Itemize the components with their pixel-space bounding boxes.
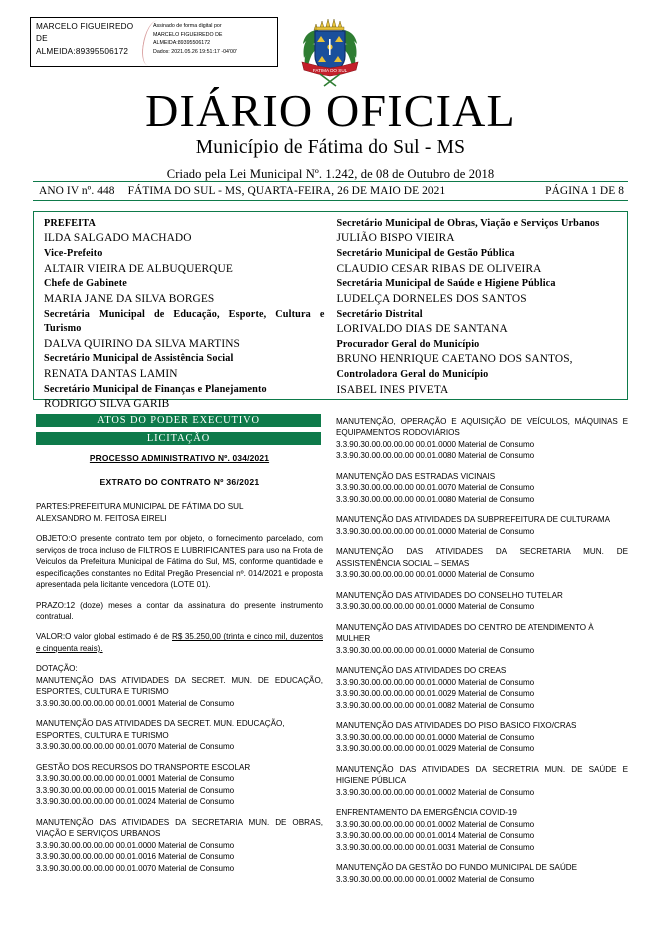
officials-panel: [33, 211, 628, 411]
budget-code-category: Material de Consumo: [155, 852, 235, 862]
budget-code-category: Material de Consumo: [155, 742, 235, 752]
official-role: Controladora Geral do Município: [336, 369, 489, 381]
official-name: LORIVALDO DIAS DE SANTANA: [336, 323, 508, 336]
budget-code: 3.3.90.30.00.00.00.00 00.01.0000: [336, 439, 456, 449]
budget-code-line: [336, 819, 628, 830]
budget-code-category: Material de Consumo: [155, 774, 235, 784]
budget-code: 3.3.90.30.00.00.00.00 00.01.0014: [336, 831, 456, 841]
budget-code-category: Material de Consumo: [155, 785, 235, 795]
budget-code-category: Material de Consumo: [455, 677, 535, 687]
budget-code: 3.3.90.30.00.00.00.00 00.01.0000: [336, 732, 456, 742]
budget-block-title: MANUTENÇÃO DAS ATIVIDADES DA SECRET. MUN. DE EDUCAÇÃO, ESPORTES, CULTURA E TURISMO: [36, 675, 323, 697]
budget-code-line: [336, 645, 628, 656]
budget-block: [336, 807, 628, 853]
section-banner-bidding: LICITAÇÃO: [36, 432, 321, 445]
parties-company: ALEXSANDRO M. FEITOSA EIRELI: [36, 513, 167, 523]
budget-code: 3.3.90.30.00.00.00.00 00.01.0000: [336, 570, 456, 580]
contract-extract-heading: EXTRATO DO CONTRATO Nº 36/2021: [99, 476, 260, 487]
official-name: CLAUDIO CESAR RIBAS DE OLIVEIRA: [336, 262, 542, 275]
budget-code-line: [336, 569, 628, 580]
signature-detail-line-2: MARCELO FIGUEIREDO DE: [153, 31, 223, 38]
budget-blocks-right: [336, 416, 628, 885]
budget-code: 3.3.90.30.00.00.00.00 00.01.0070: [36, 863, 156, 873]
signature-subject-line-3: ALMEIDA:89395506172: [36, 46, 129, 56]
budget-block-title: MANUTENÇÃO DAS ATIVIDADES DA SECRETARIA MUN. DE ASSISTENÊNCIA SOCIAL – SEMAS: [336, 547, 628, 568]
budget-code-category: Material de Consumo: [455, 494, 535, 504]
budget-code: 3.3.90.30.00.00.00.00 00.01.0029: [336, 689, 456, 699]
official-name: ILDA SALGADO MACHADO: [44, 232, 192, 245]
budget-code-line: [336, 743, 628, 754]
budget-code-line: [336, 700, 628, 711]
budget-block-title: MANUTENÇÃO DAS ATIVIDADES DA SECRETARIA MUN. DE OBRAS, VIAÇÃO E SERVIÇOS URBANOS: [36, 817, 323, 839]
budget-code: 3.3.90.30.00.00.00.00 00.01.0082: [336, 700, 456, 710]
budget-block: [36, 675, 323, 709]
signature-subject: [31, 18, 149, 66]
budget-code: 3.3.90.30.00.00.00.00 00.01.0001: [36, 698, 156, 708]
official-name: LUDELÇA DORNELES DOS SANTOS: [336, 292, 527, 305]
official-role: Secretário Municipal de Finanças e Planejamento: [44, 383, 267, 395]
signature-detail-line-3: ALMEIDA:89395506172: [153, 40, 211, 47]
official-role: Secretária Municipal de Educação, Esporte, Cultura e Turismo: [44, 308, 325, 335]
issue-year-number: ANO IV nº. 448: [39, 185, 115, 197]
contract-value-amount: R$ 35.250,00 (trinta e cinco mil, duzentos e cinquenta reais).: [36, 632, 323, 653]
budget-code-category: Material de Consumo: [155, 840, 235, 850]
budget-code: 3.3.90.30.00.00.00.00 00.01.0002: [336, 819, 456, 829]
official-role: Secretário Municipal de Assistência Social: [44, 353, 234, 365]
official-role: Procurador Geral do Município: [336, 338, 480, 350]
budget-code-line: [36, 863, 323, 874]
budget-code-category: Material de Consumo: [455, 842, 535, 852]
budget-code-line: [36, 785, 323, 796]
budget-block-title: MANUTENÇÃO DAS ATIVIDADES DO PISO BASICO FIXO/CRAS: [336, 721, 577, 731]
budget-code-line: [336, 601, 628, 612]
contract-value: [36, 631, 323, 654]
budget-code-category: Material de Consumo: [455, 451, 535, 461]
budget-code-line: [336, 842, 628, 853]
official-name: ISABEL INES PIVETA: [336, 383, 449, 396]
budget-code-category: Material de Consumo: [155, 698, 235, 708]
budget-code-category: Material de Consumo: [155, 863, 235, 873]
official-role: Vice-Prefeito: [44, 248, 103, 260]
budget-code: 3.3.90.30.00.00.00.00 00.01.0000: [336, 677, 456, 687]
masthead: [0, 85, 661, 182]
budget-block-title: MANUTENÇÃO DAS ATIVIDADES DA SECRET. MUN. EDUCAÇÃO, ESPORTES, CULTURA E TURISMO: [36, 719, 285, 740]
official-name: RODRIGO SILVA GARIB: [44, 398, 170, 411]
official-role: PREFEITA: [44, 218, 96, 229]
budget-code: 3.3.90.30.00.00.00.00 00.01.0000: [336, 602, 456, 612]
section-banner-executive-acts: ATOS DO PODER EXECUTIVO: [36, 414, 321, 427]
budget-code: 3.3.90.30.00.00.00.00 00.01.0001: [36, 774, 156, 784]
contract-parties: [36, 501, 323, 524]
budget-code-line: [336, 439, 628, 450]
issue-place-date: FÁTIMA DO SUL - MS, QUARTA-FEIRA, 26 DE MAIO DE 2021: [127, 185, 446, 197]
budget-blocks-left: [36, 675, 323, 874]
budget-block-title: MANUTENÇÃO DAS ATIVIDADES DA SECRETRIA MUN. DE SAÚDE E HIGIENE PÚBLICA: [336, 764, 628, 786]
budget-block-title: MANUTENÇÃO DAS ESTRADAS VICINAIS: [336, 471, 496, 481]
official-name: BRUNO HENRIQUE CAETANO DOS SANTOS,: [336, 353, 573, 366]
digital-signature-stamp: [30, 17, 278, 67]
budget-code-category: Material de Consumo: [455, 645, 535, 655]
budget-code: 3.3.90.30.00.00.00.00 00.01.0080: [336, 494, 456, 504]
budget-code-line: [336, 482, 628, 493]
budget-block: [336, 514, 628, 537]
officials-column-left: [34, 217, 331, 411]
issue-info-left: [39, 185, 455, 197]
municipal-coat-of-arms-icon: [298, 16, 362, 88]
official-name: RENATA DANTAS LAMIN: [44, 367, 178, 380]
budget-code-category: Material de Consumo: [455, 787, 535, 797]
budget-code-line: [36, 796, 323, 807]
official-name: DALVA QUIRINO DA SILVA MARTINS: [44, 337, 240, 350]
contract-value-prefix: VALOR:O valor global estimado é de: [36, 632, 172, 642]
budget-block-title: MANUTENÇÃO DAS ATIVIDADES DA SUBPREFEITURA DE CULTURAMA: [336, 515, 611, 525]
masthead-law-reference: Criado pela Lei Municipal Nº. 1.242, de 08 de Outubro de 2018: [166, 166, 495, 181]
budget-code: 3.3.90.30.00.00.00.00 00.01.0002: [336, 874, 456, 884]
budget-code-line: [336, 830, 628, 841]
budget-code-line: [336, 732, 628, 743]
budget-block: [36, 718, 323, 752]
officials-column-right: [331, 217, 628, 399]
budget-code: 3.3.90.30.00.00.00.00 00.01.0000: [336, 526, 456, 536]
budget-code-line: [336, 494, 628, 505]
official-role: Secretário Municipal de Gestão Pública: [336, 248, 515, 260]
budget-code-category: Material de Consumo: [455, 483, 535, 493]
official-role: Secretário Municipal de Obras, Viação e Serviços Urbanos: [336, 218, 600, 229]
budget-code-category: Material de Consumo: [455, 570, 535, 580]
budget-block-title: MANUTENÇÃO DAS ATIVIDADES DO CREAS: [336, 666, 507, 676]
budget-block-title: GESTÃO DOS RECURSOS DO TRANSPORTE ESCOLAR: [36, 762, 251, 772]
budget-block: [336, 622, 628, 656]
budget-code-line: [36, 840, 323, 851]
budget-code: 3.3.90.30.00.00.00.00 00.01.0070: [36, 742, 156, 752]
official-role: Chefe de Gabinete: [44, 278, 127, 290]
issue-info-bar: [33, 181, 628, 201]
budget-block: [336, 764, 628, 798]
budget-block-title: ENFRENTAMENTO DA EMERGÊNCIA COVID-19: [336, 808, 517, 818]
official-name: ALTAIR VIEIRA DE ALBUQUERQUE: [44, 262, 233, 275]
masthead-subtitle: Município de Fátima do Sul - MS: [195, 136, 466, 158]
page-indicator: PÁGINA 1 DE 8: [545, 185, 624, 197]
budget-code: 3.3.90.30.00.00.00.00 00.01.0031: [336, 842, 456, 852]
body-column-left: [36, 453, 323, 883]
budget-code-line: [36, 773, 323, 784]
budget-block: [336, 471, 628, 505]
parties-authority: PARTES:PREFEITURA MUNICIPAL DE FÁTIMA DO SUL: [36, 502, 244, 512]
budget-code: 3.3.90.30.00.00.00.00 00.01.0029: [336, 744, 456, 754]
budget-code-line: [336, 787, 628, 798]
budget-code-category: Material de Consumo: [455, 819, 535, 829]
budget-block: [336, 590, 628, 613]
signature-details: [149, 18, 277, 66]
budget-code-category: Material de Consumo: [455, 700, 535, 710]
official-role: Secretária Municipal de Saúde e Higiene Pública: [336, 278, 556, 290]
budget-block-title: MANUTENÇÃO, OPERAÇÃO E AQUISIÇÃO DE VEÍCULOS, MÁQUINAS E EQUIPAMENTOS RODOVIÁRIOS: [336, 417, 628, 438]
budget-code-category: Material de Consumo: [455, 526, 535, 536]
budget-block: [36, 762, 323, 808]
budget-code: 3.3.90.30.00.00.00.00 00.01.0024: [36, 797, 156, 807]
budget-code-category: Material de Consumo: [455, 689, 535, 699]
budget-code-category: Material de Consumo: [455, 602, 535, 612]
process-heading: PROCESSO ADMINISTRATIVO Nº. 034/2021: [89, 453, 270, 463]
budget-code: 3.3.90.30.00.00.00.00 00.01.0000: [36, 840, 156, 850]
budget-code-line: [336, 526, 628, 537]
contract-object: OBJETO:O presente contrato tem por objeto, o fornecimento parcelado, com serviços de troca incluso de FILTROS E LUBRIFICANTES para uso na Frota de Veiculos da Prefeitura Municipal de Fátima do Sul, MS, conforme quantidade e especificações constantes no Edital Pregão Presencial nº. 014/2021 e proposta apresentada pela licitante vencedora (LOTE 01).: [36, 534, 323, 590]
official-name: MARIA JANE DA SILVA BORGES: [44, 292, 215, 305]
signature-subject-line-2: DE: [36, 34, 48, 44]
budget-block-title: MANUTENÇÃO DAS ATIVIDADES DO CONSELHO TUTELAR: [336, 590, 563, 600]
budget-code-category: Material de Consumo: [155, 797, 235, 807]
budget-code-line: [336, 688, 628, 699]
budget-code-line: [336, 677, 628, 688]
budget-code-category: Material de Consumo: [455, 732, 535, 742]
budget-block: [336, 862, 628, 885]
budget-code: 3.3.90.30.00.00.00.00 00.01.0000: [336, 645, 456, 655]
budget-block-title: MANUTENÇÃO DAS ATIVIDADES DO CENTRO DE ATENDIMENTO À MULHER: [336, 622, 594, 644]
official-name: JULIÃO BISPO VIEIRA: [336, 232, 455, 245]
budget-code: 3.3.90.30.00.00.00.00 00.01.0016: [36, 852, 156, 862]
budget-code: 3.3.90.30.00.00.00.00 00.01.0080: [336, 451, 456, 461]
dotacao-label: DOTAÇÃO:: [36, 664, 78, 674]
svg-text:FATIMA DO SUL: FATIMA DO SUL: [312, 68, 348, 73]
budget-code-line: [36, 698, 323, 709]
contract-term: PRAZO:12 (doze) meses a contar da assinatura do presente instrumento contratual.: [36, 600, 323, 621]
budget-code-category: Material de Consumo: [455, 744, 535, 754]
signature-detail-line-1: Assinado de forma digital por: [153, 23, 222, 29]
signature-detail-line-4: Dados: 2021.05.26 19:51:17 -04'00': [153, 48, 237, 55]
budget-block: [336, 720, 628, 754]
budget-code-line: [336, 450, 628, 461]
budget-code-line: [336, 874, 628, 885]
budget-block: [336, 416, 628, 462]
budget-code-line: [36, 741, 323, 752]
budget-code: 3.3.90.30.00.00.00.00 00.01.0070: [336, 483, 456, 493]
budget-code-category: Material de Consumo: [455, 874, 535, 884]
body-column-right: [336, 416, 628, 894]
budget-code: 3.3.90.30.00.00.00.00 00.01.0015: [36, 785, 156, 795]
official-role: Secretário Distrital: [336, 308, 423, 320]
budget-code-line: [36, 851, 323, 862]
budget-block-title: MANUTENÇÃO DA GESTÃO DO FUNDO MUNICIPAL DE SAÚDE: [336, 863, 578, 873]
budget-code-category: Material de Consumo: [455, 439, 535, 449]
budget-code: 3.3.90.30.00.00.00.00 00.01.0002: [336, 787, 456, 797]
signature-subject-line-1: MARCELO FIGUEIREDO: [36, 22, 134, 31]
budget-code-category: Material de Consumo: [455, 831, 535, 841]
budget-block: [36, 817, 323, 874]
budget-block: [336, 546, 628, 580]
budget-block: [336, 665, 628, 711]
page-title: DIÁRIO OFICIAL: [145, 85, 516, 136]
